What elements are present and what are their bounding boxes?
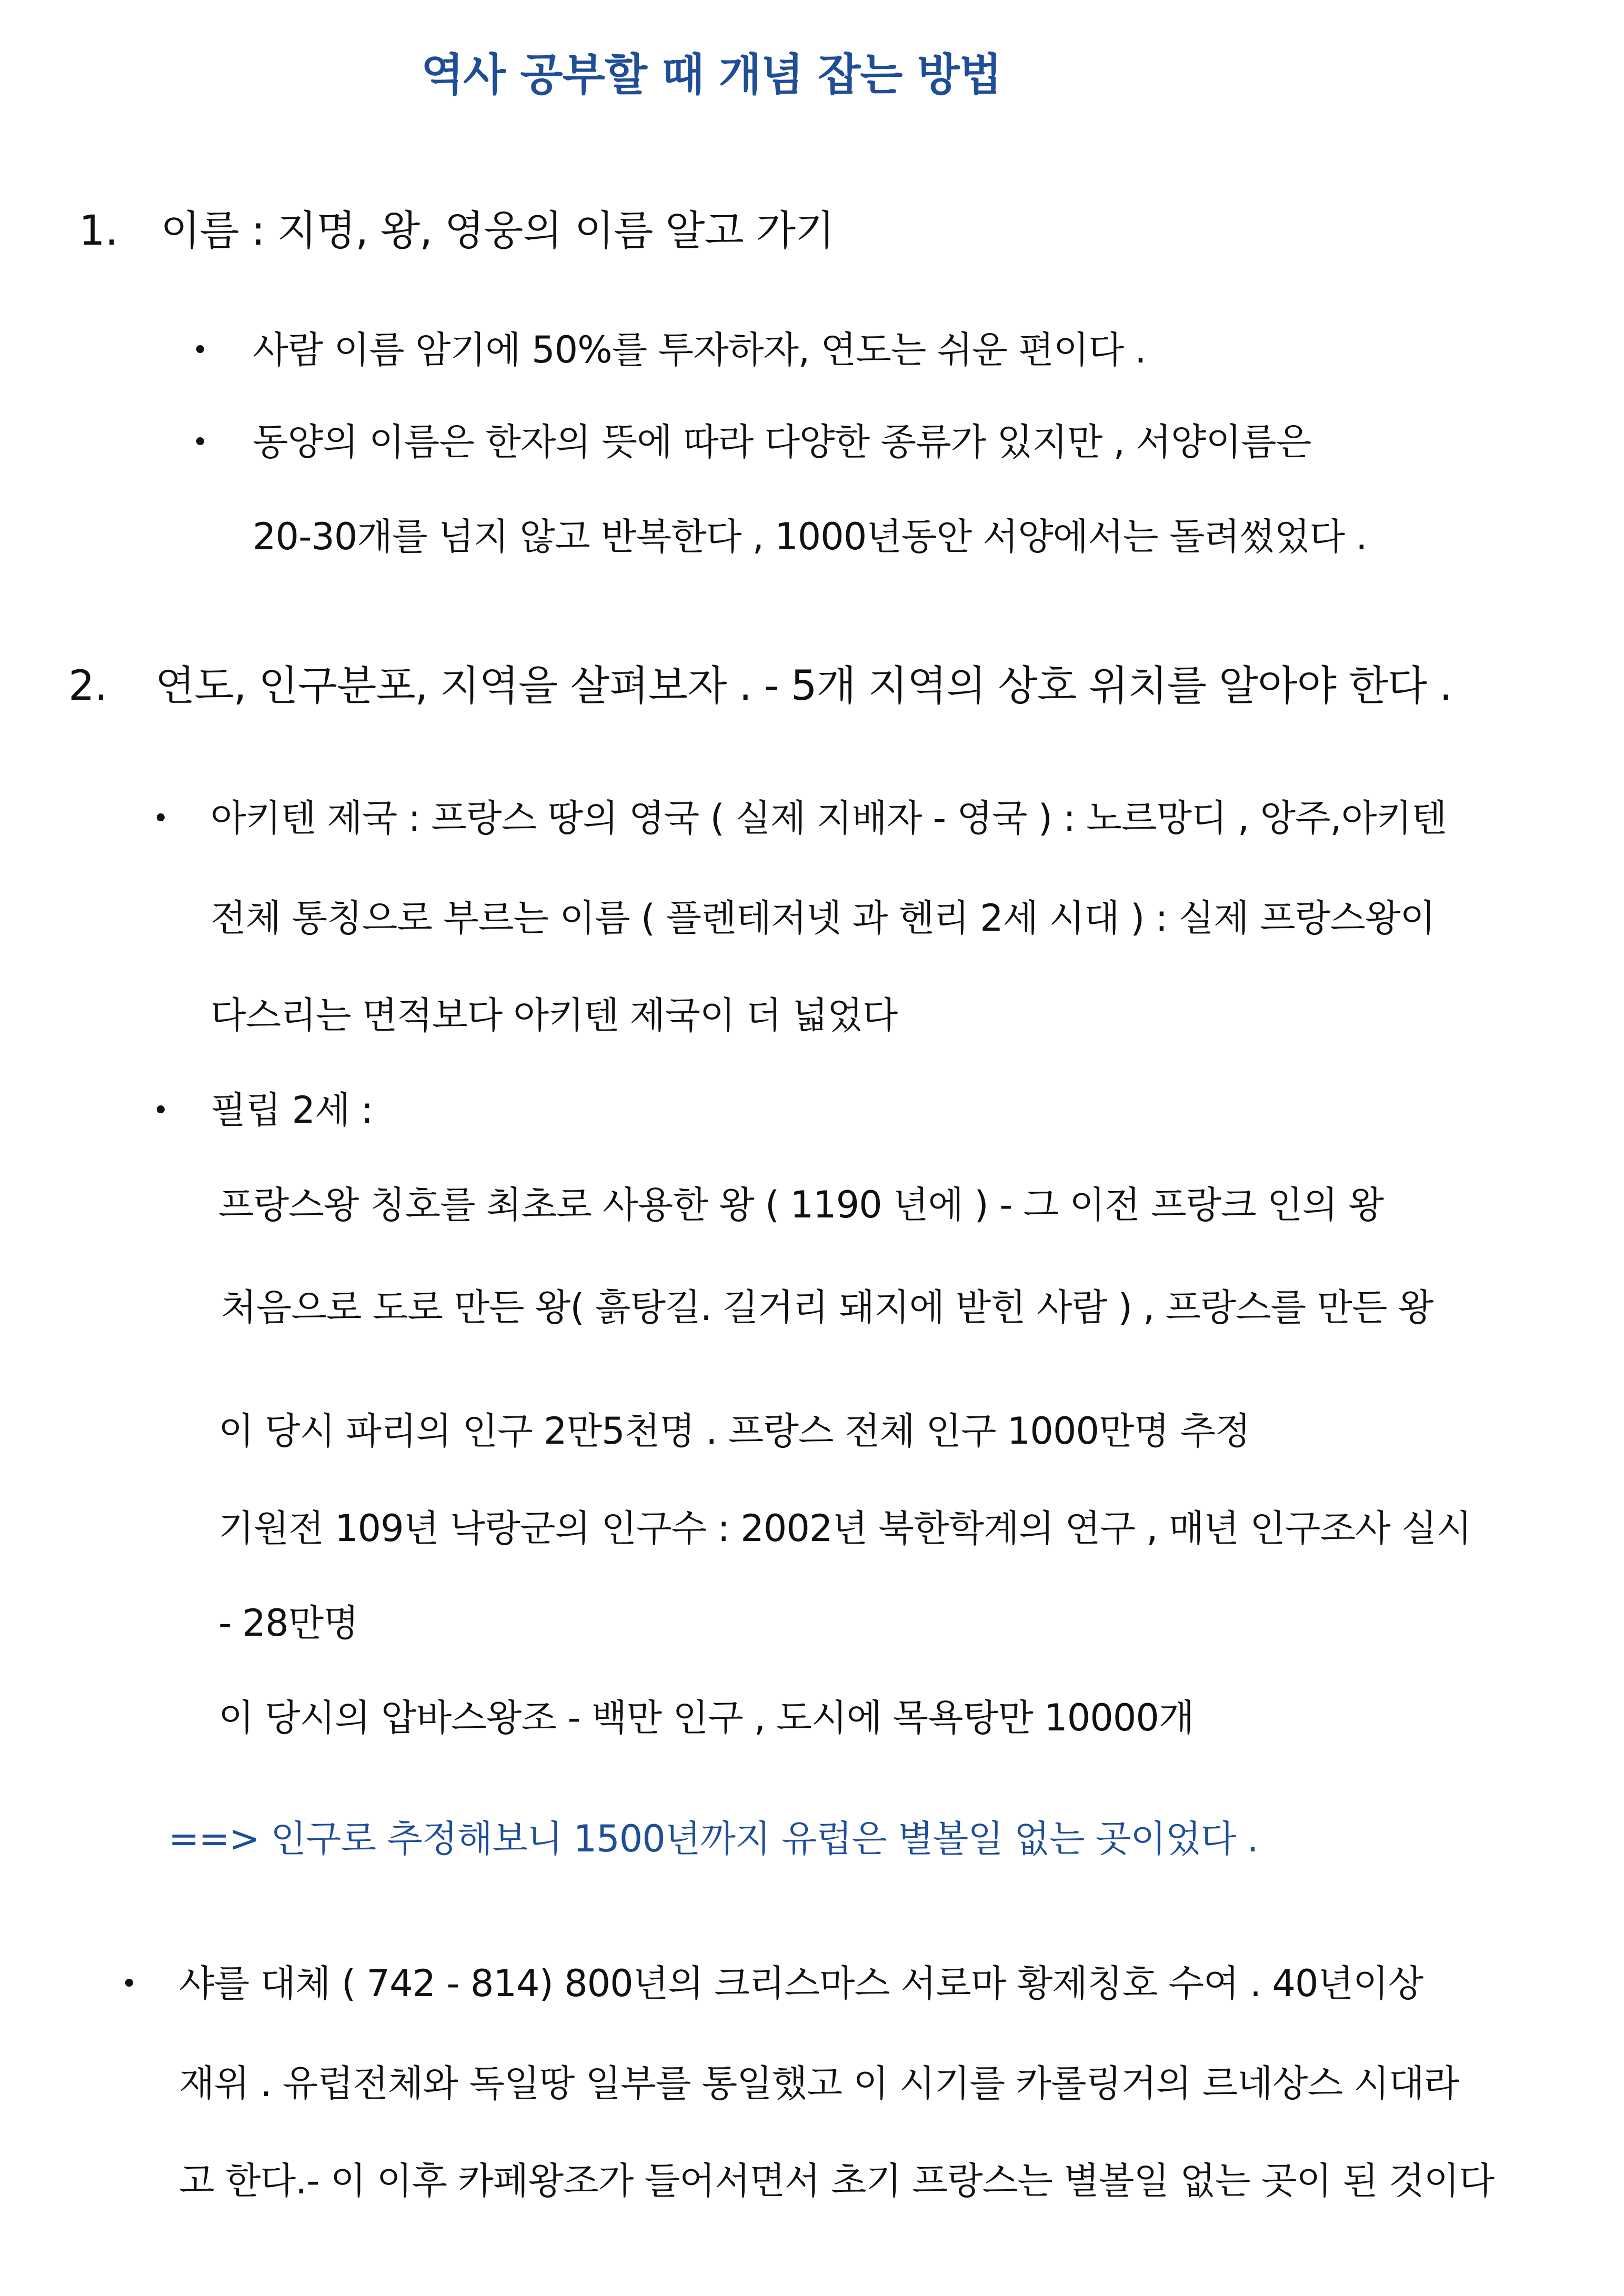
philip-line-3: 이 당시 파리의 인구 2만5천명 . 프랑스 전체 인구 1000만명 추정 [218, 1409, 1250, 1453]
section-1-bullet-1: 사람 이름 암기에 50%를 투자하자, 연도는 쉬운 편이다 . [253, 328, 1146, 371]
philip-label: 필립 2세 : [210, 1089, 373, 1132]
aquitaine-line-3: 다스리는 면적보다 아키텐 제국이 더 넓었다 [210, 994, 898, 1037]
section-2-heading: 연도, 인구분포, 지역을 살펴보자 . - 5개 지역의 상호 위치를 알아야 한다 . [155, 662, 1452, 710]
charles-line-3: 고 한다.- 이 이후 카페왕조가 들어서면서 초기 프랑스는 별볼일 없는 곳이 된 것이다 [179, 2159, 1494, 2202]
section-1-bullet-2-line-1: 동양의 이름은 한자의 뜻에 따라 다양한 종류가 있지만 , 서양이름은 [253, 420, 1311, 464]
bullet-icon: • [121, 1968, 137, 2000]
charles-line-1: 샤를 대체 ( 742 - 814) 800년의 크리스마스 서로마 황제칭호 수여 . 40년이상 [179, 1962, 1423, 2005]
bullet-icon: • [153, 803, 169, 834]
section-1-bullet-2-line-2: 20-30개를 넘지 않고 반복한다 , 1000년동안 서양에서는 돌려썼었다 . [253, 515, 1367, 558]
conclusion-text: ==> 인구로 추정해보니 1500년까지 유럽은 별볼일 없는 곳이었다 . [168, 1817, 1258, 1860]
aquitaine-line-2: 전체 통칭으로 부르는 이름 ( 플렌테저넷 과 헨리 2세 시대 ) : 실제 프랑스왕이 [210, 897, 1435, 940]
bullet-icon: • [153, 1095, 169, 1126]
aquitaine-line-1: 아키텐 제국 : 프랑스 땅의 영국 ( 실제 지배자 - 영국 ) : 노르망디 , 앙주,아키텐 [210, 797, 1447, 840]
bullet-icon: • [192, 335, 208, 366]
philip-line-4: 기원전 109년 낙랑군의 인구수 : 2002년 북한학계의 연구 , 매년 인구조사 실시 [218, 1507, 1472, 1550]
section-1-heading: 이름 : 지명, 왕, 영웅의 이름 알고 가기 [161, 207, 835, 255]
philip-line-6: 이 당시의 압바스왕조 - 백만 인구 , 도시에 목욕탕만 10000개 [218, 1696, 1194, 1739]
philip-line-2: 처음으로 도로 만든 왕( 흙탕길. 길거리 돼지에 받힌 사람 ) , 프랑스를 만든 왕 [221, 1286, 1433, 1329]
charles-line-2: 재위 . 유럽전체와 독일땅 일부를 통일했고 이 시기를 카롤링거의 르네상스 시대라 [179, 2062, 1459, 2105]
section-2-number: 2. [68, 662, 108, 710]
philip-line-1: 프랑스왕 칭호를 최초로 사용한 왕 ( 1190 년에 ) - 그 이전 프랑크 인의 왕 [218, 1183, 1384, 1226]
page-title: 역사 공부할 때 개념 잡는 방법 [421, 49, 1001, 100]
philip-line-5: - 28만명 [218, 1602, 358, 1645]
bullet-icon: • [192, 427, 208, 458]
section-1-number: 1. [79, 207, 118, 255]
